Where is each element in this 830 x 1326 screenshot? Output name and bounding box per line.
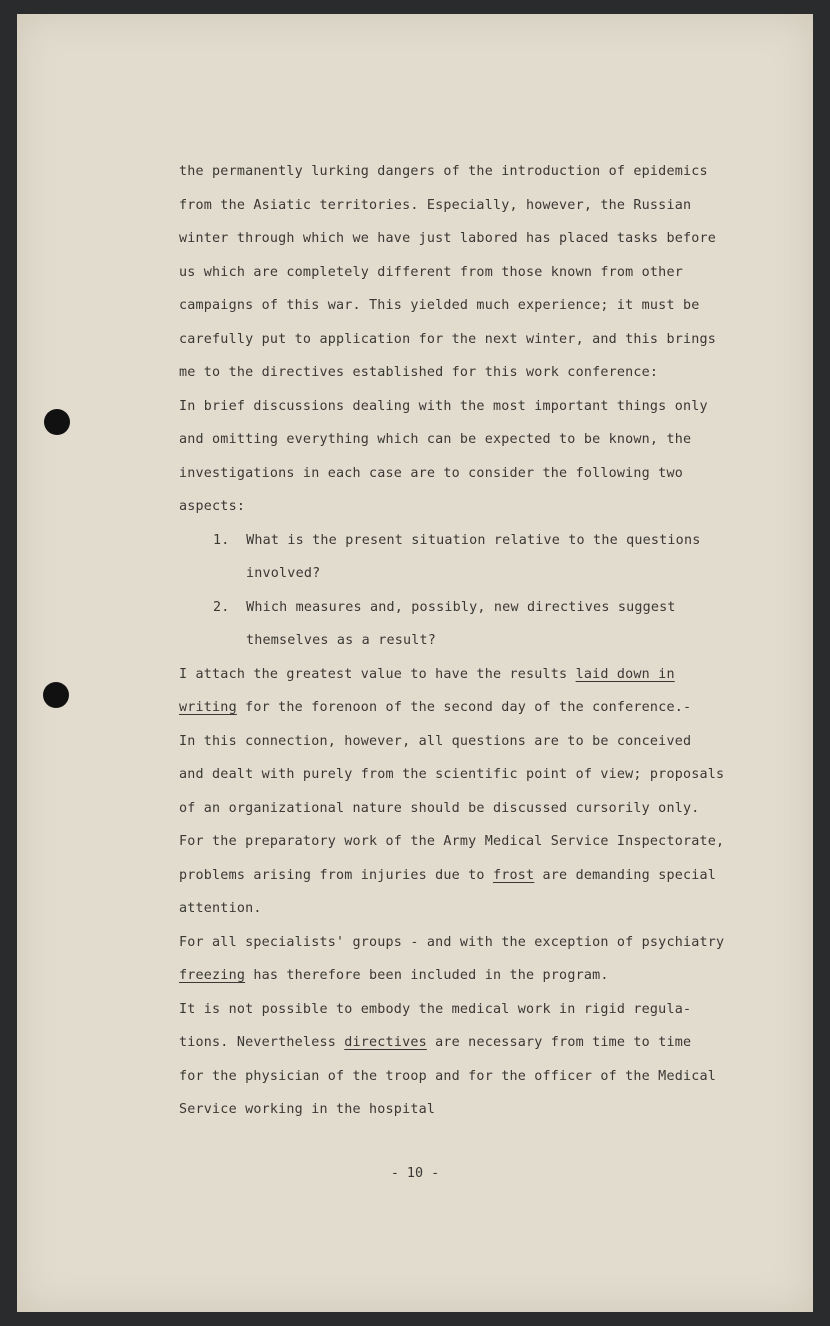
underlined-text: directives bbox=[344, 1035, 427, 1050]
list-item bbox=[213, 532, 700, 550]
list-item-text: Which measures and, possibly, new directives suggest bbox=[246, 600, 676, 615]
text-line: us which are completely different from those known from other bbox=[179, 265, 683, 280]
text-line bbox=[179, 666, 675, 684]
text-line: the permanently lurking dangers of the introduction of epidemics bbox=[179, 164, 708, 179]
text-line: and omitting everything which can be expected to be known, the bbox=[179, 432, 692, 447]
text-line: In brief discussions dealing with the most important things only bbox=[179, 399, 708, 414]
text-segment: I attach the greatest value to have the results bbox=[179, 667, 576, 682]
list-item bbox=[213, 599, 676, 617]
text-line: For the preparatory work of the Army Medical Service Inspectorate, bbox=[179, 834, 725, 849]
page-number: - 10 - bbox=[390, 1166, 440, 1181]
underlined-text: freezing bbox=[179, 968, 246, 983]
text-line: from the Asiatic territories. Especially, however, the Russian bbox=[179, 198, 692, 213]
text-line: For all specialists' groups - and with the exception of psychiatry bbox=[179, 935, 725, 950]
text-segment: problems arising from injuries due to bbox=[179, 868, 493, 883]
text-segment: are necessary from time to time bbox=[426, 1035, 692, 1050]
text-line bbox=[179, 867, 716, 885]
text-line: of an organizational nature should be discussed cursorily only. bbox=[179, 801, 700, 816]
list-item-number: 2. bbox=[213, 600, 230, 615]
text-line: campaigns of this war. This yielded much experience; it must be bbox=[179, 298, 700, 313]
list-item-text: What is the present situation relative to the questions bbox=[246, 533, 701, 548]
text-segment: has therefore been included in the program. bbox=[245, 968, 609, 983]
text-line bbox=[179, 1034, 691, 1052]
text-segment: tions. Nevertheless bbox=[179, 1035, 345, 1050]
text-line: attention. bbox=[179, 901, 262, 916]
text-line: In this connection, however, all questions are to be conceived bbox=[179, 734, 692, 749]
list-item-continuation: involved? bbox=[246, 566, 321, 581]
text-line: me to the directives established for this work conference: bbox=[179, 365, 659, 380]
text-line: Service working in the hospital bbox=[179, 1102, 436, 1117]
text-line bbox=[179, 967, 609, 985]
text-segment: for the forenoon of the second day of the conference.- bbox=[236, 700, 692, 715]
underlined-text: writing bbox=[179, 700, 237, 715]
punch-hole bbox=[43, 682, 69, 708]
list-item-continuation: themselves as a result? bbox=[246, 633, 437, 648]
text-segment: are demanding special bbox=[534, 868, 717, 883]
text-line bbox=[179, 699, 691, 717]
text-line: aspects: bbox=[179, 499, 246, 514]
text-line: for the physician of the troop and for the officer of the Medical bbox=[179, 1069, 717, 1084]
text-line: It is not possible to embody the medical work in rigid regula- bbox=[179, 1002, 692, 1017]
text-line: winter through which we have just labored has placed tasks before bbox=[179, 231, 717, 246]
underlined-text: frost bbox=[492, 868, 535, 883]
list-item-number: 1. bbox=[213, 533, 230, 548]
text-line: and dealt with purely from the scientific point of view; proposals bbox=[179, 767, 725, 782]
text-line: carefully put to application for the next winter, and this brings bbox=[179, 332, 717, 347]
document-page bbox=[17, 14, 813, 1312]
underlined-text: laid down in bbox=[575, 667, 675, 682]
text-line: investigations in each case are to consider the following two bbox=[179, 466, 683, 481]
punch-hole bbox=[44, 409, 70, 435]
